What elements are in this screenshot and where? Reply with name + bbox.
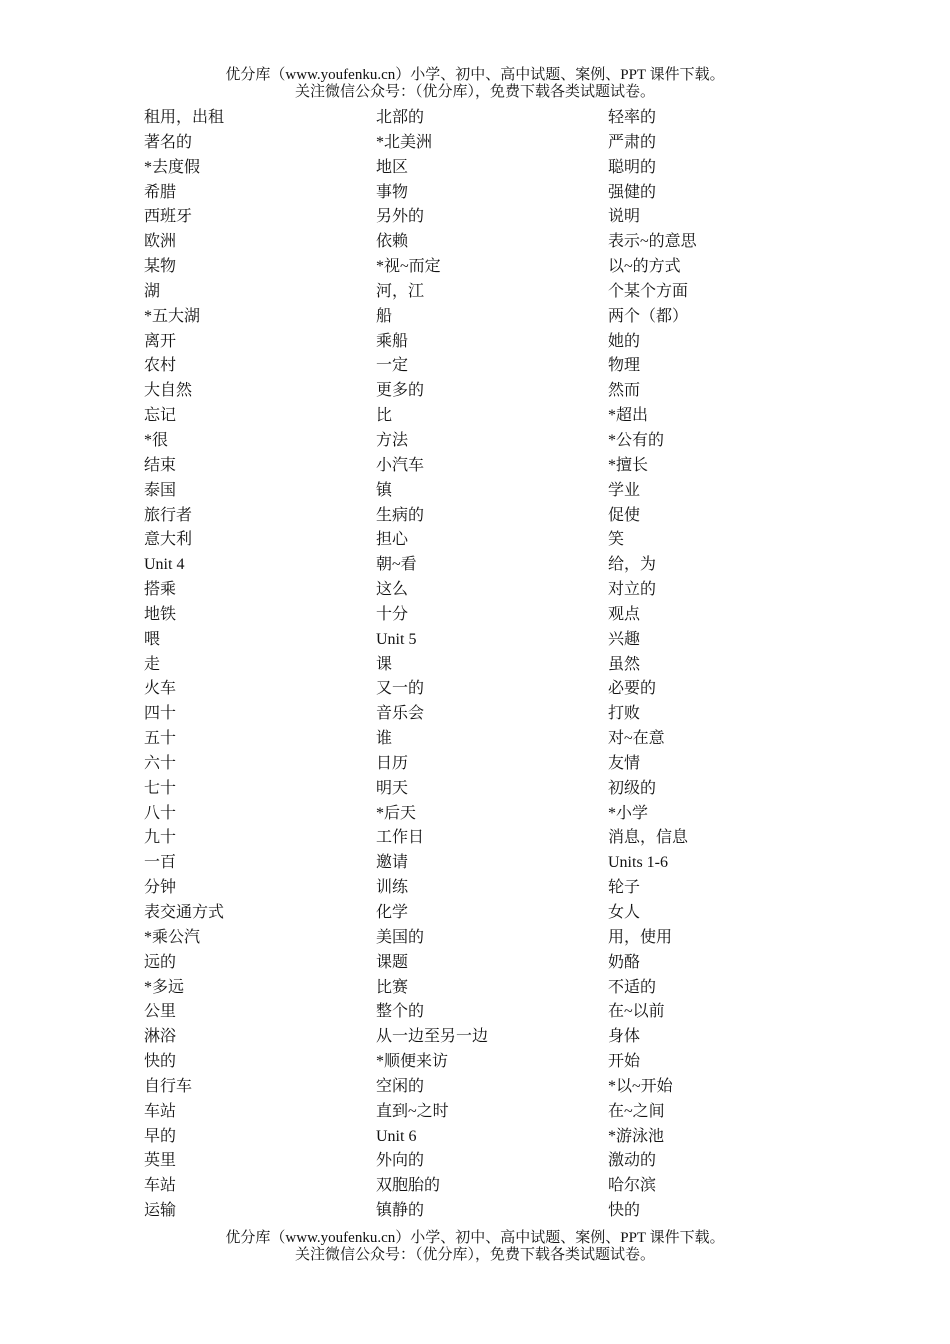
vocabulary-entry: 必要的	[608, 680, 657, 698]
vocabulary-entry: 给，为	[608, 556, 657, 574]
vocabulary-entry: 明天	[376, 779, 409, 797]
vocabulary-entry: 五十	[144, 730, 177, 748]
vocabulary-entry: 又一的	[376, 680, 425, 698]
vocabulary-entry: 租用，出租	[144, 109, 225, 126]
vocabulary-entry: 哈尔滨	[608, 1177, 657, 1195]
vocabulary-entry: 谁	[376, 730, 393, 748]
vocabulary-entry: 比	[376, 407, 393, 425]
vocabulary-entry: 学业	[608, 481, 641, 499]
vocabulary-entry: 泰国	[144, 481, 177, 499]
vocabulary-entry: 湖	[144, 282, 161, 300]
vocabulary-entry: 两个（都）	[608, 307, 689, 325]
vocabulary-entry: 依赖	[376, 233, 409, 251]
vocabulary-entry: 更多的	[376, 382, 425, 400]
vocabulary-entry: 公里	[144, 1003, 177, 1021]
vocabulary-entry: 旅行者	[144, 506, 193, 524]
vocabulary-entry: 喂	[144, 630, 161, 648]
vocabulary-entry: 运输	[144, 1202, 177, 1220]
vocabulary-entry: 地铁	[144, 605, 177, 623]
vocabulary-entry: 工作日	[376, 829, 425, 847]
vocabulary-entry: 课	[376, 655, 393, 673]
vocabulary-columns	[0, 106, 950, 1226]
vocabulary-entry: 搭乘	[144, 581, 177, 599]
vocabulary-entry: *多远	[144, 978, 185, 996]
vocabulary-entry: 物理	[608, 357, 641, 375]
vocabulary-entry: *小学	[608, 804, 649, 822]
vocabulary-entry: 欧洲	[144, 233, 177, 251]
vocabulary-entry: *超出	[608, 407, 649, 425]
vocabulary-entry: *后天	[376, 804, 417, 822]
vocabulary-entry: 激动的	[608, 1152, 657, 1170]
vocabulary-entry: 聪明的	[608, 158, 657, 176]
vocabulary-entry: 身体	[608, 1028, 641, 1046]
vocabulary-entry: 火车	[144, 680, 177, 698]
vocabulary-entry: 日历	[376, 754, 409, 772]
vocabulary-entry: 事物	[376, 183, 409, 201]
vocabulary-entry: 在~之间	[608, 1102, 665, 1120]
vocabulary-entry: 乘船	[376, 332, 409, 350]
vocabulary-column-3	[608, 106, 697, 1224]
vocabulary-entry: Unit 6	[376, 1127, 417, 1145]
vocabulary-entry: 课题	[376, 953, 409, 971]
vocabulary-entry: 另外的	[376, 208, 425, 226]
vocabulary-entry: 开始	[608, 1053, 641, 1071]
vocabulary-entry: 不适的	[608, 978, 657, 996]
vocabulary-entry: 强健的	[608, 183, 657, 201]
vocabulary-entry: 自行车	[144, 1077, 193, 1095]
vocabulary-entry: 方法	[376, 431, 409, 449]
vocabulary-entry: 她的	[608, 332, 641, 350]
page-footer	[0, 1230, 950, 1264]
vocabulary-entry: 在~以前	[608, 1003, 665, 1021]
vocabulary-entry: 早的	[144, 1127, 177, 1145]
vocabulary-entry: 轻率的	[608, 109, 657, 126]
vocabulary-entry: 意大利	[144, 531, 193, 549]
vocabulary-entry: 地区	[376, 158, 409, 176]
vocabulary-entry: 消息，信息	[608, 829, 689, 847]
vocabulary-entry: 音乐会	[376, 705, 425, 723]
vocabulary-entry: 严肃的	[608, 133, 657, 151]
page-header	[0, 67, 950, 101]
vocabulary-entry: 河，江	[376, 282, 425, 300]
vocabulary-entry: 车站	[144, 1102, 177, 1120]
vocabulary-entry: 个某个方面	[608, 282, 689, 300]
vocabulary-entry: 九十	[144, 829, 177, 847]
vocabulary-entry: 走	[144, 655, 161, 673]
vocabulary-entry: 镇	[376, 481, 393, 499]
vocabulary-entry: 希腊	[144, 183, 177, 201]
vocabulary-entry: 快的	[608, 1202, 641, 1220]
vocabulary-entry: *游泳池	[608, 1127, 665, 1145]
vocabulary-entry: 用，使用	[608, 928, 673, 946]
vocabulary-entry: 农村	[144, 357, 177, 375]
vocabulary-entry: 奶酪	[608, 953, 641, 971]
vocabulary-entry: 邀请	[376, 854, 409, 872]
vocabulary-entry: 对~在意	[608, 730, 665, 748]
vocabulary-entry: *乘公汽	[144, 928, 201, 946]
vocabulary-entry: 观点	[608, 605, 641, 623]
vocabulary-entry: 镇静的	[376, 1202, 425, 1220]
vocabulary-entry: 说明	[608, 208, 641, 226]
vocabulary-entry: 某物	[144, 258, 177, 276]
vocabulary-entry: 外向的	[376, 1152, 425, 1170]
vocabulary-entry: 化学	[376, 904, 409, 921]
vocabulary-entry: 促使	[608, 506, 641, 524]
vocabulary-entry: 四十	[144, 705, 177, 723]
vocabulary-entry: *五大湖	[144, 307, 201, 325]
vocabulary-entry: 分钟	[144, 879, 177, 897]
vocabulary-entry: 笑	[608, 531, 625, 549]
vocabulary-entry: 船	[376, 307, 393, 325]
vocabulary-entry: 友情	[608, 754, 641, 772]
vocabulary-entry: 美国的	[376, 928, 425, 946]
vocabulary-entry: 小汽车	[376, 456, 425, 474]
vocabulary-entry: 一百	[144, 854, 177, 872]
vocabulary-entry: 忘记	[144, 407, 177, 425]
vocabulary-entry: 虽然	[608, 655, 641, 673]
vocabulary-entry: 从一边至另一边	[376, 1028, 489, 1046]
vocabulary-entry: 七十	[144, 779, 177, 797]
vocabulary-entry: Units 1-6	[608, 854, 668, 872]
vocabulary-entry: 整个的	[376, 1003, 425, 1021]
vocabulary-entry: 双胞胎的	[376, 1177, 441, 1195]
vocabulary-entry: 快的	[144, 1053, 177, 1071]
vocabulary-entry: *以~开始	[608, 1077, 673, 1095]
vocabulary-entry: 初级的	[608, 779, 657, 797]
vocabulary-entry: 这么	[376, 581, 409, 599]
vocabulary-entry: 一定	[376, 357, 409, 375]
vocabulary-entry: 生病的	[376, 506, 425, 524]
vocabulary-entry: 训练	[376, 879, 409, 897]
vocabulary-entry: 比赛	[376, 978, 409, 996]
vocabulary-entry: 空闲的	[376, 1077, 425, 1095]
footer-line-1: 优分库（www.youfenku.cn）小学、初中、高中试题、案例、PPT 课件下载。	[225, 1230, 725, 1246]
vocabulary-entry: 离开	[144, 332, 177, 350]
vocabulary-entry: 结束	[144, 456, 177, 474]
vocabulary-entry: 淋浴	[144, 1028, 177, 1046]
vocabulary-entry: 担心	[376, 531, 409, 549]
vocabulary-entry: 打败	[608, 705, 641, 723]
vocabulary-entry: 著名的	[144, 133, 193, 151]
vocabulary-entry: 表示~的意思	[608, 233, 697, 251]
vocabulary-entry: *视~而定	[376, 258, 441, 276]
vocabulary-entry: 六十	[144, 754, 177, 772]
vocabulary-entry: *去度假	[144, 158, 201, 176]
vocabulary-entry: 对立的	[608, 581, 657, 599]
vocabulary-entry: 女人	[608, 904, 641, 921]
vocabulary-entry: *北美洲	[376, 133, 433, 151]
vocabulary-entry: 英里	[144, 1152, 177, 1170]
vocabulary-entry: Unit 4	[144, 556, 185, 574]
vocabulary-entry: 表交通方式	[144, 904, 225, 921]
vocabulary-column-1	[144, 106, 224, 1224]
footer-line-2: 关注微信公众号：（优分库），免费下载各类试题试卷。	[294, 1247, 655, 1263]
vocabulary-entry: 车站	[144, 1177, 177, 1195]
header-line-2: 关注微信公众号：（优分库），免费下载各类试题试卷。	[294, 84, 655, 100]
header-line-1: 优分库（www.youfenku.cn）小学、初中、高中试题、案例、PPT 课件下载。	[225, 67, 725, 83]
vocabulary-entry: 轮子	[608, 879, 641, 897]
vocabulary-entry: Unit 5	[376, 630, 417, 648]
vocabulary-entry: 直到~之时	[376, 1102, 449, 1120]
vocabulary-entry: 大自然	[144, 382, 193, 400]
vocabulary-entry: *顺便来访	[376, 1053, 449, 1071]
vocabulary-entry: 十分	[376, 605, 409, 623]
vocabulary-entry: 远的	[144, 953, 177, 971]
vocabulary-entry: *擅长	[608, 456, 649, 474]
vocabulary-entry: 朝~看	[376, 556, 417, 574]
vocabulary-entry: 以~的方式	[608, 258, 681, 276]
vocabulary-entry: *很	[144, 431, 169, 449]
vocabulary-entry: 然而	[608, 382, 641, 400]
vocabulary-entry: 八十	[144, 804, 177, 822]
vocabulary-entry: 北部的	[376, 109, 425, 126]
vocabulary-entry: *公有的	[608, 431, 665, 449]
vocabulary-entry: 西班牙	[144, 208, 193, 226]
vocabulary-column-2	[376, 106, 488, 1224]
vocabulary-entry: 兴趣	[608, 630, 641, 648]
